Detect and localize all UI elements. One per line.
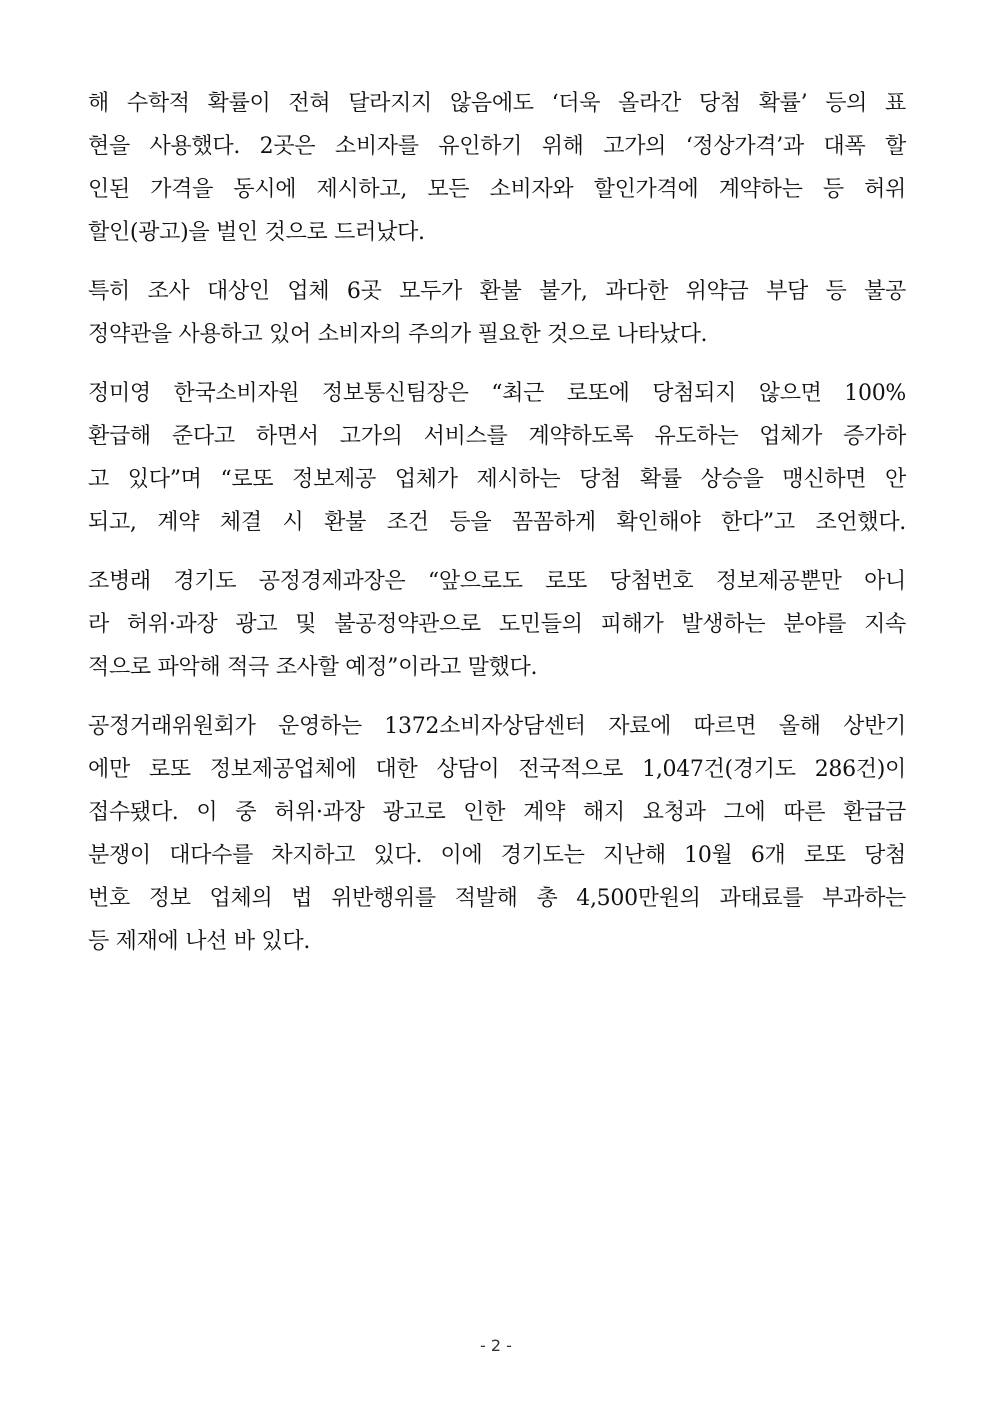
text-line: 고 있다”며 “로또 정보제공 업체가 제시하는 당첨 확률 상승을 맹신하면 안 (88, 467, 906, 492)
text-line: 정약관을 사용하고 있어 소비자의 주의가 필요한 것으로 나타났다. (88, 322, 708, 347)
text-line: 할인(광고)을 벌인 것으로 드러났다. (88, 220, 425, 245)
page-number: - 2 - (480, 1336, 512, 1355)
document-body (88, 82, 906, 979)
paragraph-1 (88, 82, 906, 254)
text-line: 번호 정보 업체의 법 위반행위를 적발해 총 4,500만원의 과태료를 부과하는 (88, 886, 906, 911)
text-line: 정미영 한국소비자원 정보통신팀장은 “최근 로또에 당첨되지 않으면 100% (88, 381, 906, 406)
text-line: 조병래 경기도 공정경제과장은 “앞으로도 로또 당첨번호 정보제공뿐만 아니 (88, 569, 906, 594)
text-line: 인된 가격을 동시에 제시하고, 모든 소비자와 할인가격에 계약하는 등 허위 (88, 177, 906, 202)
text-line: 해 수학적 확률이 전혀 달라지지 않음에도 ‘더욱 올라간 당첨 확률’ 등의 표 (88, 91, 906, 116)
paragraph-4 (88, 560, 906, 689)
text-line: 라 허위·과장 광고 및 불공정약관으로 도민들의 피해가 발생하는 분야를 지속 (88, 612, 906, 637)
text-line: 환급해 준다고 하면서 고가의 서비스를 계약하도록 유도하는 업체가 증가하 (88, 424, 906, 449)
text-line: 접수됐다. 이 중 허위·과장 광고로 인한 계약 해지 요청과 그에 따른 환급금 (88, 800, 906, 825)
text-line: 분쟁이 대다수를 차지하고 있다. 이에 경기도는 지난해 10월 6개 로또 당첨 (88, 843, 906, 868)
text-line: 현을 사용했다. 2곳은 소비자를 유인하기 위해 고가의 ‘정상가격’과 대폭 할 (88, 134, 906, 159)
paragraph-2 (88, 270, 906, 356)
text-line: 공정거래위원회가 운영하는 1372소비자상담센터 자료에 따르면 올해 상반기 (88, 714, 906, 739)
text-line: 적으로 파악해 적극 조사할 예정”이라고 말했다. (88, 655, 538, 680)
text-line: 에만 로또 정보제공업체에 대한 상담이 전국적으로 1,047건(경기도 286건)이 (88, 757, 906, 782)
text-line: 등 제재에 나선 바 있다. (88, 929, 311, 954)
text-line: 특히 조사 대상인 업체 6곳 모두가 환불 불가, 과다한 위약금 부담 등 불공 (88, 279, 906, 304)
paragraph-5 (88, 705, 906, 963)
paragraph-3 (88, 372, 906, 544)
text-line: 되고, 계약 체결 시 환불 조건 등을 꼼꼼하게 확인해야 한다”고 조언했다. (88, 510, 906, 535)
